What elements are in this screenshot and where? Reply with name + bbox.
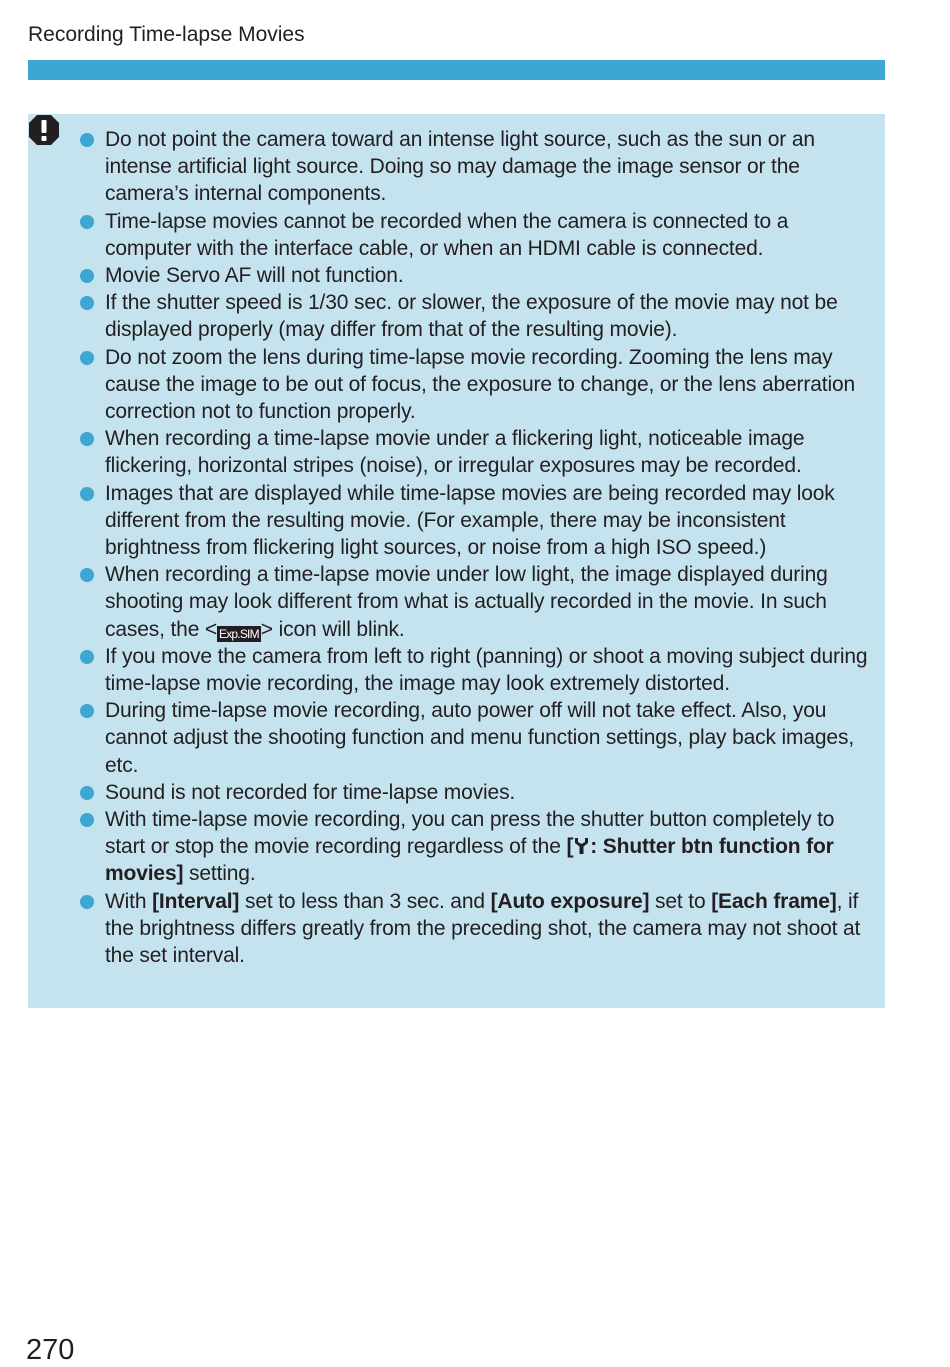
bullet-icon [80,432,94,446]
caution-item [78,126,873,208]
caution-item-text: Time-lapse movies cannot be recorded when the camera is connected to a computer with the interface cable, or when an HDMI cable is connected. [105,209,789,260]
caution-item [78,262,873,289]
section-title: Recording Time-lapse Movies [28,23,305,46]
bullet-icon [80,351,94,365]
title-bar [28,60,885,80]
caution-item-text: When recording a time-lapse movie under a flickering light, noticeable image flickering, horizontal stripes (noise), or irregular exposures may be recorded. [105,427,805,478]
bullet-icon [80,296,94,310]
caution-box [28,114,885,1008]
caution-item [78,480,873,562]
exposure-simulation-icon: Exp.SIM [219,626,259,641]
caution-item-text: Do not zoom the lens during time-lapse movie recording. Zooming the lens may cause the image to be out of focus, the exposure to change, or the lens aberration correction not to function properly. [105,345,856,424]
caution-list [78,126,873,969]
caution-item [78,344,873,426]
caution-item [78,208,873,262]
caution-item: With [Interval] set to less than 3 sec. and [Auto exposure] set to [Each frame], if the brightness differs greatly from the preceding shot, the camera may not shoot at the set interval. [78,888,873,970]
bullet-icon [80,487,94,501]
caution-item-text: With time-lapse movie recording, you can press the shutter button completely to start or stop the movie recording regardless of the [105,808,835,859]
setting-auto-exposure: [Auto exposure] [490,889,650,913]
caution-item-text: Movie Servo AF will not function. [105,264,404,288]
caution-item-text: Images that are displayed while time-lapse movies are being recorded may look different from the resulting movie. (For example, there may be inconsistent brightness from flickering light sources, or noise from a high ISO speed.) [105,481,835,560]
caution-item-text: setting. [183,862,256,886]
setting-interval: [Interval] [152,889,240,913]
bullet-icon [80,133,94,147]
wrench-icon [573,837,590,855]
caution-item [78,561,873,643]
setting-each-frame: [Each frame] [711,889,837,913]
caution-item [78,697,873,779]
caution-item-text: During time-lapse movie recording, auto power off will not take effect. Also, you cannot adjust the shooting function and menu function settings, play back images, etc. [105,699,854,777]
caution-item-text: If you move the camera from left to right (panning) or shoot a moving subject during time-lapse movie recording, the image may look extremely distorted. [105,644,868,696]
menu-reference: [ : Shutter btn function for movies] [105,835,834,886]
caution-item [78,289,873,343]
bullet-icon [80,813,94,827]
caution-item-text: Do not point the camera toward an intense light source, such as the sun or an intense artificial light source. Doing so may damage the image sensor or the camera’s internal components. [105,128,815,206]
caution-item [78,643,873,697]
caution-item [78,806,873,888]
caution-item-text: When recording a time-lapse movie under low light, the image displayed during shooting may look different from what is actually recorded in the movie. In such cases, the < [105,563,828,641]
caution-item-text: Sound is not recorded for time-lapse movies. [105,780,516,804]
bullet-icon [80,215,94,229]
page-number: 270 [26,1334,75,1366]
bullet-icon [80,269,94,283]
caution-item [78,779,873,806]
bullet-icon [80,568,94,582]
bullet-icon [80,704,94,718]
bullet-icon [80,895,94,909]
caution-icon [28,114,60,146]
caution-item-text: If the shutter speed is 1/30 sec. or slower, the exposure of the movie may not be displayed properly (may differ from that of the resulting movie). [105,291,838,342]
bullet-icon [80,786,94,800]
bullet-icon [80,650,94,664]
caution-item [78,425,873,479]
caution-item-text: > icon will blink. [260,617,405,641]
